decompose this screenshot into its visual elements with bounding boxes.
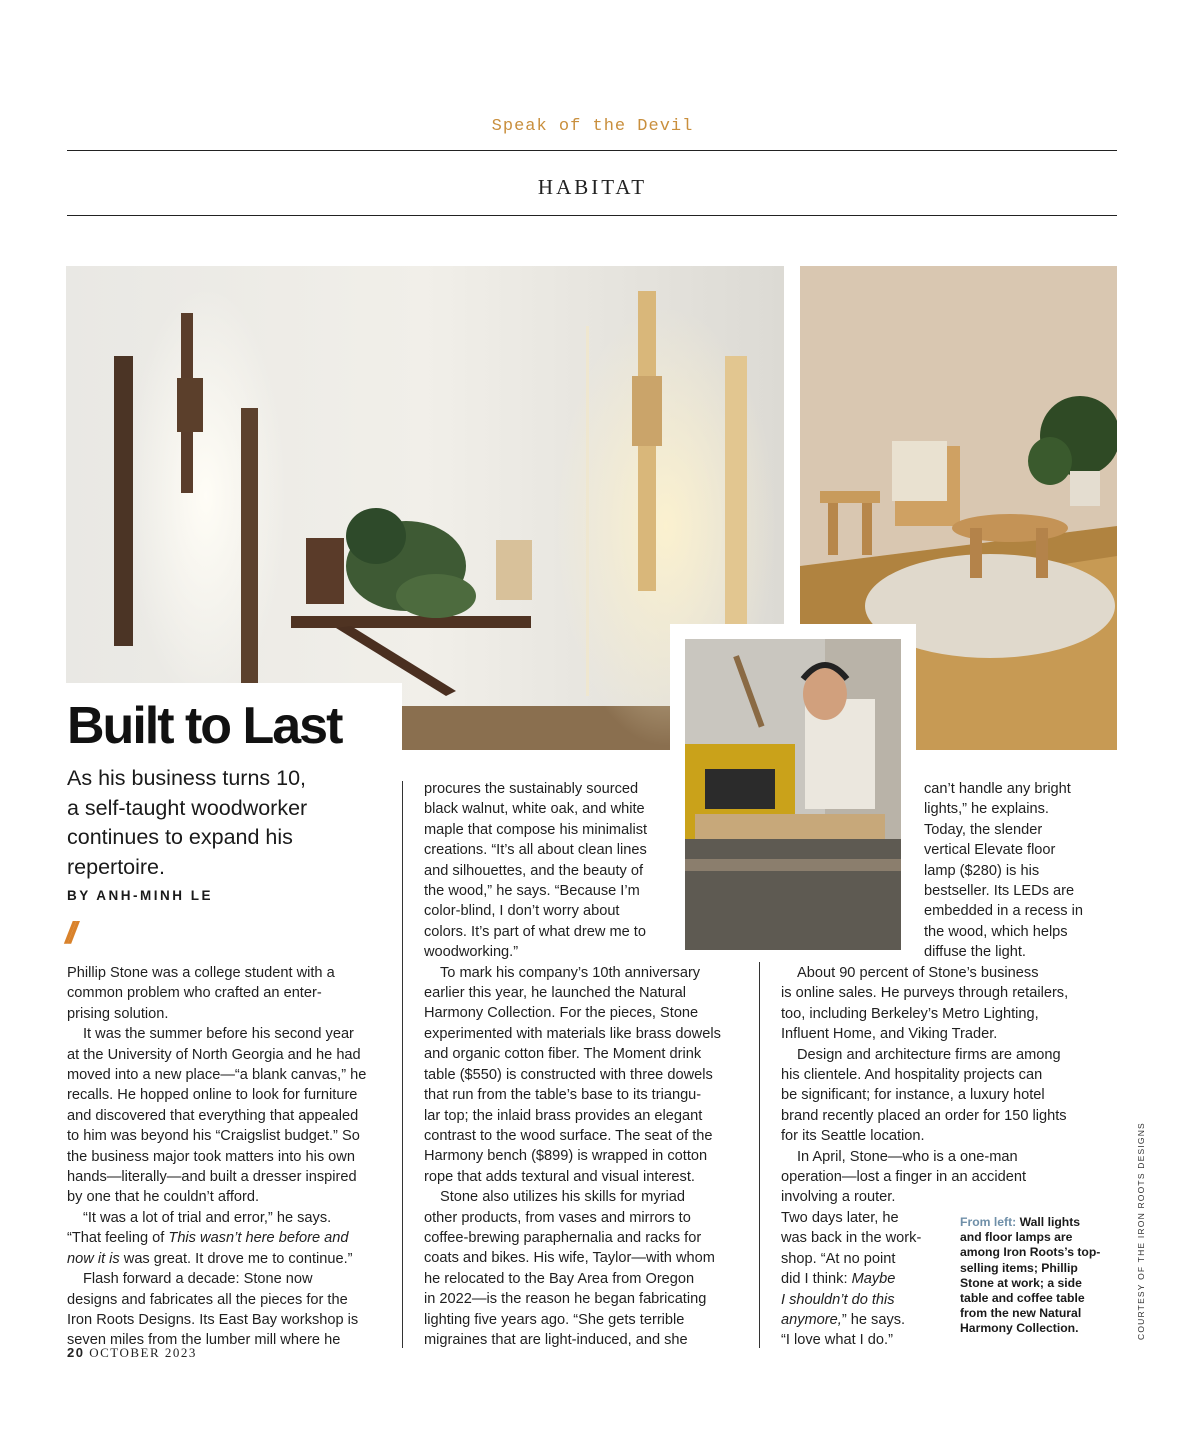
body-line: contrast to the wood surface. The seat of the [424,1127,713,1144]
body-line: lar top; the inlaid brass provides an elegant [424,1107,703,1124]
body-line: lighting five years ago. “She gets terrible [424,1311,685,1328]
body-line: Today, the slender [924,821,1043,838]
body-line: the wood, which helps [924,923,1068,940]
column-divider [402,781,403,1348]
body-line: is online sales. He purveys through retailers, [781,985,1069,1002]
body-line: table ($550) is constructed with three dowels [424,1066,713,1083]
body-line: at the University of North Georgia and he had [67,1046,361,1063]
body-text: did I think: [781,1271,852,1288]
body-italic: This wasn’t here before and [168,1230,349,1247]
body-line: and silhouettes, and the beauty of [424,862,644,879]
body-line: recalls. He hopped online to look for furniture [67,1087,358,1104]
body-line: embedded in a recess in [924,903,1084,920]
body-line: to him was beyond his “Craigslist budget.” So [67,1128,360,1145]
body-line: Harmony bench ($899) is wrapped in cotton [424,1148,708,1165]
body-text: was great. It drove me to continue.” [119,1250,353,1267]
body-line: can’t handle any bright [924,781,1071,797]
body-line: operation—lost a finger in an accident [781,1169,1027,1186]
body-line: moved into a new place—“a blank canvas,” he [67,1067,367,1084]
body-column-2 [424,779,744,1350]
body-line: It was the summer before his second year [83,1026,354,1043]
caption-lead: From left: [960,1215,1017,1229]
body-text: “That feeling of [67,1230,169,1247]
section-title: HABITAT [537,175,648,199]
body-line: shop. “At no point [781,1250,896,1267]
body-line: “It was a lot of trial and error,” he says. [83,1209,332,1226]
body-line: creations. “It’s all about clean lines [424,842,647,859]
body-line: maple that compose his minimalist [424,821,648,838]
body-line: lights,” he explains. [924,801,1049,818]
body-line: lamp ($280) is his [924,862,1040,879]
column-divider [759,962,760,1348]
body-line: vertical Elevate floor [924,842,1056,859]
body-line: and discovered that everything that appealed [67,1107,359,1124]
body-line: prising solution. [67,1005,169,1022]
body-line: by one that he couldn’t afford. [67,1189,260,1206]
body-line: migraines that are light-induced, and she [424,1331,688,1348]
page-folio [67,1345,197,1361]
dek-line: As his business turns 10, [67,766,307,790]
body-line: his clientele. And hospitality projects can [781,1067,1043,1084]
body-line: Design and architecture firms are among [797,1046,1061,1063]
running-head: Speak of the Devil [491,117,694,136]
body-line: the business major took matters into his own [67,1148,355,1165]
dek-line: continues to expand his [67,825,293,849]
caption-text: Wall lights and floor lamps are among Iron Roots’s top-selling items; Phillip Stone at work; a side table and coffee table from the new Natural Harmony Collection. [960,1215,1101,1336]
issue-date: OCTOBER 2023 [89,1345,197,1360]
body-column-3-top [924,779,1114,963]
body-line: for its Seattle location. [781,1128,925,1145]
body-line: experimented with materials like brass dowels [424,1025,721,1042]
body-text: ” he says. [841,1311,906,1328]
body-line: Two days later, he [781,1209,899,1226]
body-line: Influent Home, and Viking Trader. [781,1026,998,1043]
body-line: “I love what I do.” [781,1332,893,1349]
page-number: 20 [67,1345,85,1360]
body-line: involving a router. [781,1189,896,1206]
body-italic: I shouldn’t do this [781,1291,895,1308]
body-line: hands—literally—and built a dresser inspired [67,1169,357,1186]
body-line: woodworking.” [424,944,519,961]
body-line: Harmony Collection. For the pieces, Stone [424,1005,699,1022]
body-line [67,1228,387,1248]
article-dek [67,764,367,882]
body-line: procures the sustainably sourced [424,781,639,797]
body-line: that run from the table’s base to its triangu- [424,1087,702,1104]
body-line: color-blind, I don’t worry about [424,903,620,920]
body-line: earlier this year, he launched the Natural [424,985,687,1002]
body-line: coats and bikes. His wife, Taylor—with whom [424,1250,715,1267]
header-rule-top [67,150,1117,151]
body-line: About 90 percent of Stone’s business [797,965,1039,981]
body-line: bestseller. Its LEDs are [924,883,1075,900]
body-line: common problem who crafted an enter- [67,985,322,1002]
body-line: In April, Stone—who is a one-man [797,1148,1018,1165]
header-rule-bottom [67,215,1117,216]
body-line: Flash forward a decade: Stone now [83,1271,313,1288]
byline: BY ANH-MINH LE [67,888,213,903]
body-line: he relocated to the Bay Area from Oregon [424,1270,695,1287]
accent-ornament: // [65,915,73,950]
photo-credit: COURTESY OF THE IRON ROOTS DESIGNS [1136,1122,1146,1340]
photo-caption [960,1215,1102,1337]
body-line: brand recently placed an order for 150 lights [781,1107,1067,1124]
body-line: in 2022—is the reason he began fabricating [424,1291,707,1308]
body-line: too, including Berkeley’s Metro Lighting, [781,1005,1039,1022]
body-line: To mark his company’s 10th anniversary [440,964,701,981]
body-italic: now it is [67,1250,120,1267]
body-line: be significant; for instance, a luxury hotel [781,1087,1045,1104]
dek-line: repertoire. [67,854,165,879]
body-line: coffee-brewing paraphernalia and racks for [424,1229,702,1246]
body-line: Phillip Stone was a college student with a [67,965,335,981]
body-line: rope that adds textural and visual interest. [424,1168,695,1185]
body-italic: Maybe [851,1271,896,1288]
dek-line: a self-taught woodworker [67,795,308,820]
body-line: diffuse the light. [924,944,1026,961]
body-line: and organic cotton fiber. The Moment drink [424,1046,702,1063]
body-line: colors. It’s part of what drew me to [424,923,646,940]
body-italic: anymore, [781,1311,842,1328]
body-line: black walnut, white oak, and white [424,801,645,818]
body-line: Stone also utilizes his skills for myriad [440,1189,685,1206]
body-line: the wood,” he says. “Because I’m [424,883,640,900]
body-column-1 [67,963,387,1351]
article-title: Built to Last [67,697,342,755]
body-line: seven miles from the lumber mill where he [67,1332,341,1349]
body-line: designs and fabricates all the pieces for the [67,1291,348,1308]
body-line: was back in the work- [781,1230,922,1247]
body-line: Iron Roots Designs. Its East Bay workshop is [67,1311,359,1328]
body-line: other products, from vases and mirrors to [424,1209,691,1226]
body-line [67,1249,387,1269]
